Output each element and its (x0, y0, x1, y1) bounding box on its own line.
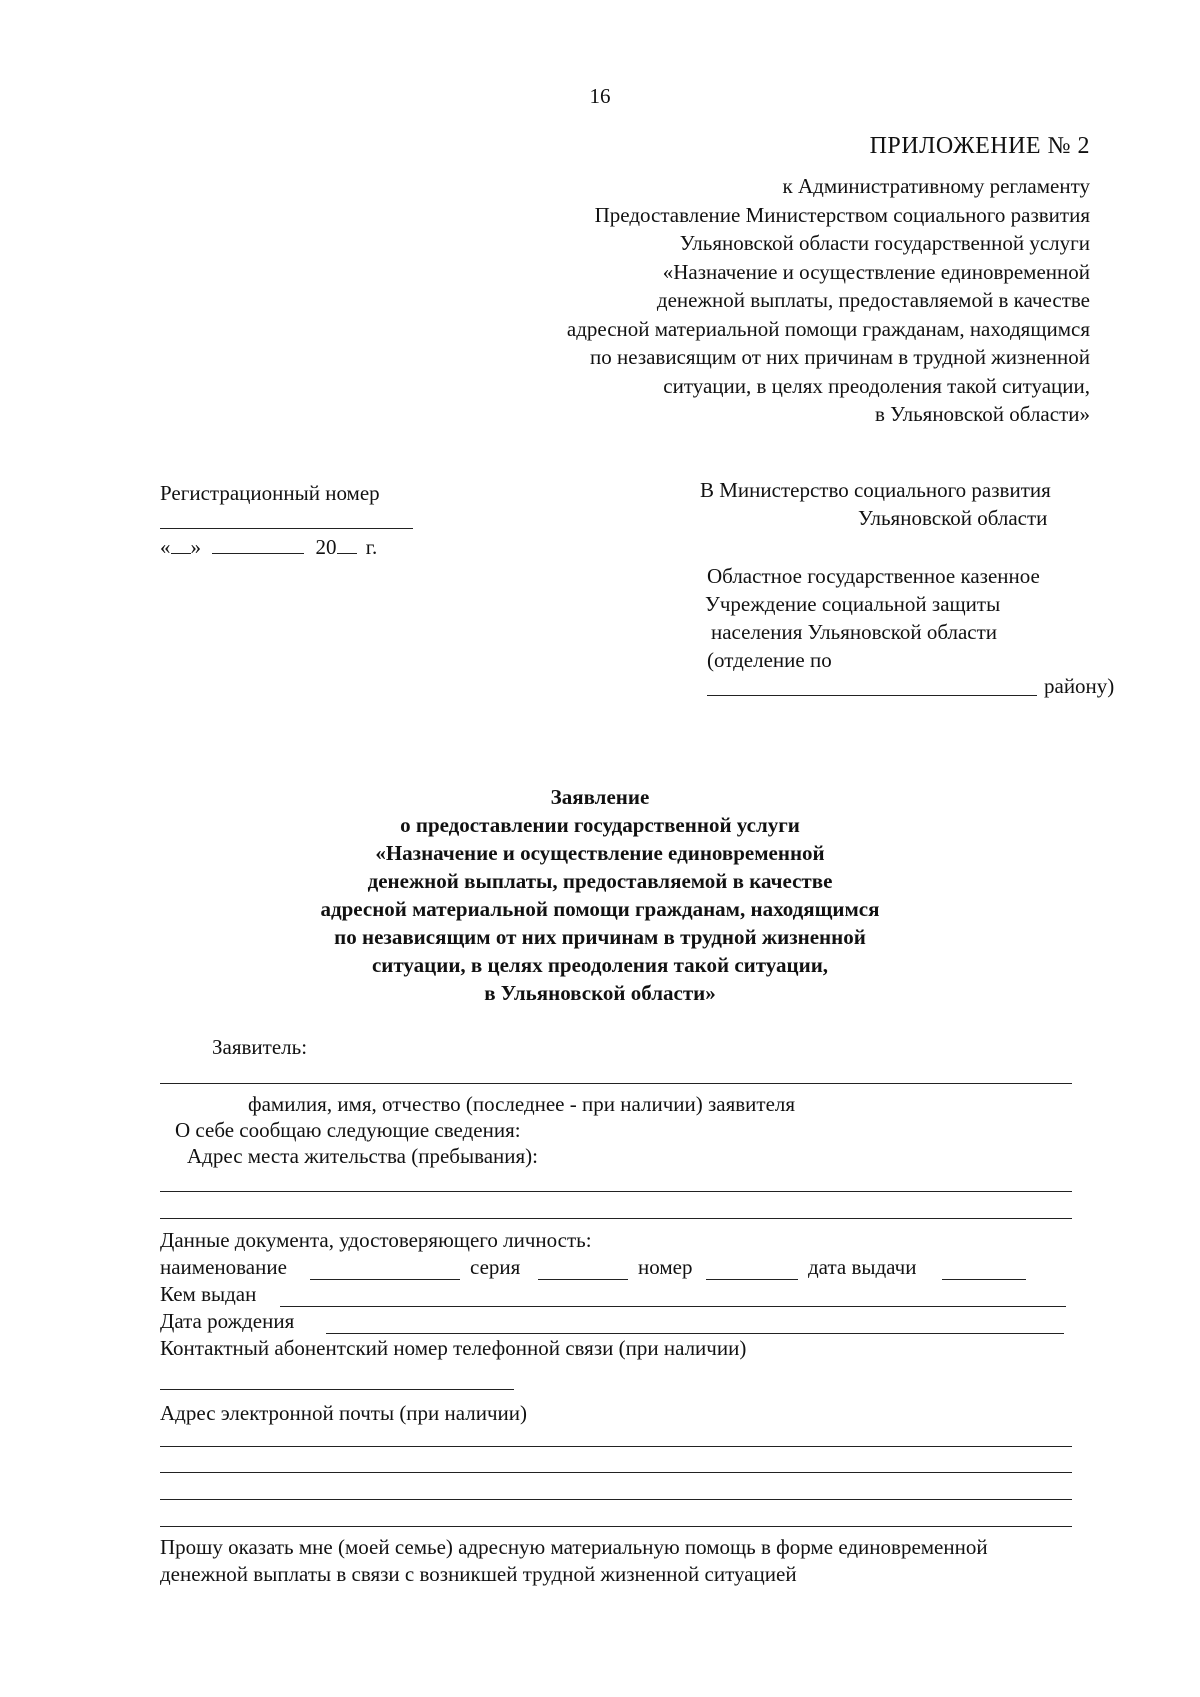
page-number: 16 (589, 84, 611, 108)
birth-date-label: Дата рождения (160, 1309, 295, 1333)
district-field[interactable] (707, 695, 1037, 696)
year-suffix: г. (365, 535, 378, 559)
email-label: Адрес электронной почты (при наличии) (160, 1401, 528, 1425)
email-field-2[interactable] (160, 1472, 1072, 1473)
applicant-name-caption: фамилия, имя, отчество (последнее - при наличии) заявителя (248, 1092, 796, 1116)
document-name-field[interactable] (310, 1279, 460, 1280)
heading-line: в Ульяновской области» (484, 981, 716, 1005)
institution-line: Учреждение социальной защиты (705, 592, 1001, 616)
annex-line: ситуации, в целях преодоления такой ситуации, (663, 373, 1090, 398)
year-field[interactable] (337, 535, 357, 554)
issued-by-label: Кем выдан (160, 1282, 257, 1306)
annex-line: к Административному регламенту (782, 174, 1090, 198)
issue-date-field[interactable] (942, 1279, 1026, 1280)
registration-date (160, 535, 377, 560)
about-label: О себе сообщаю следующие сведения: (175, 1118, 521, 1142)
series-label: серия (470, 1255, 521, 1279)
institution-line: (отделение по (707, 648, 832, 672)
day-field[interactable] (171, 535, 191, 554)
applicant-label: Заявитель: (212, 1035, 308, 1059)
annex-line: адресной материальной помощи гражданам, находящимся (566, 316, 1090, 341)
phone-field[interactable] (160, 1389, 514, 1390)
heading-title: Заявление (550, 785, 650, 809)
month-field[interactable] (212, 535, 304, 554)
registration-number-field[interactable] (160, 528, 413, 529)
institution-line: населения Ульяновской области (711, 620, 998, 644)
annex-line: Предоставление Министерством социального развития (594, 202, 1090, 227)
annex-title: ПРИЛОЖЕНИЕ № 2 (869, 133, 1090, 159)
statement-heading (0, 783, 1200, 1007)
quote-close: » (190, 535, 201, 559)
email-field-4[interactable] (160, 1526, 1072, 1527)
heading-line: адресной материальной помощи гражданам, находящимся (320, 897, 880, 921)
phone-label: Контактный абонентский номер телефонной связи (при наличии) (160, 1336, 747, 1360)
address-field-1[interactable] (160, 1191, 1072, 1192)
institution-block (707, 562, 1040, 674)
issued-by-field[interactable] (280, 1306, 1066, 1307)
heading-line: «Назначение и осуществление единовременной (375, 841, 825, 865)
year-prefix: 20 (315, 535, 337, 559)
heading-line: ситуации, в целях преодоления такой ситуации, (371, 953, 829, 977)
annex-line: Ульяновской области государственной услуги (679, 231, 1090, 255)
heading-line: денежной выплаты, предоставляемой в качестве (367, 869, 833, 893)
issue-date-label: дата выдачи (808, 1255, 917, 1279)
annex-line: «Назначение и осуществление единовременной (662, 259, 1090, 284)
ministry-region: Ульяновской области (858, 506, 1048, 530)
annex-line: в Ульяновской области» (874, 402, 1090, 426)
institution-line: Областное государственное казенное (707, 564, 1040, 588)
annex-reference (390, 172, 1090, 429)
heading-line: о предоставлении государственной услуги (400, 813, 800, 837)
applicant-name-field[interactable] (160, 1083, 1072, 1084)
email-field-1[interactable] (160, 1446, 1072, 1447)
number-field[interactable] (706, 1279, 798, 1280)
ministry-name: В Министерство социального развития (700, 478, 1051, 502)
birth-date-field[interactable] (326, 1333, 1064, 1334)
number-label: номер (638, 1255, 693, 1279)
request-line-1: Прошу оказать мне (моей семье) адресную материальную помощь в форме единовременной (160, 1535, 988, 1559)
address-label: Адрес места жительства (пребывания): (187, 1144, 539, 1168)
district-suffix: району) (1044, 674, 1115, 698)
series-field[interactable] (538, 1279, 628, 1280)
address-field-2[interactable] (160, 1218, 1072, 1219)
heading-line: по независящим от них причинам в трудной жизненной (334, 925, 866, 949)
quote-open: « (160, 535, 171, 559)
registration-label: Регистрационный номер (160, 481, 380, 505)
annex-line: по независящим от них причинам в трудной жизненной (590, 345, 1090, 369)
email-field-3[interactable] (160, 1499, 1072, 1500)
request-line-2: денежной выплаты в связи с возникшей трудной жизненной ситуацией (160, 1562, 797, 1586)
document-name-label: наименование (160, 1255, 287, 1279)
annex-line: денежной выплаты, предоставляемой в качестве (656, 288, 1090, 312)
id-document-label: Данные документа, удостоверяющего личность: (160, 1228, 592, 1252)
